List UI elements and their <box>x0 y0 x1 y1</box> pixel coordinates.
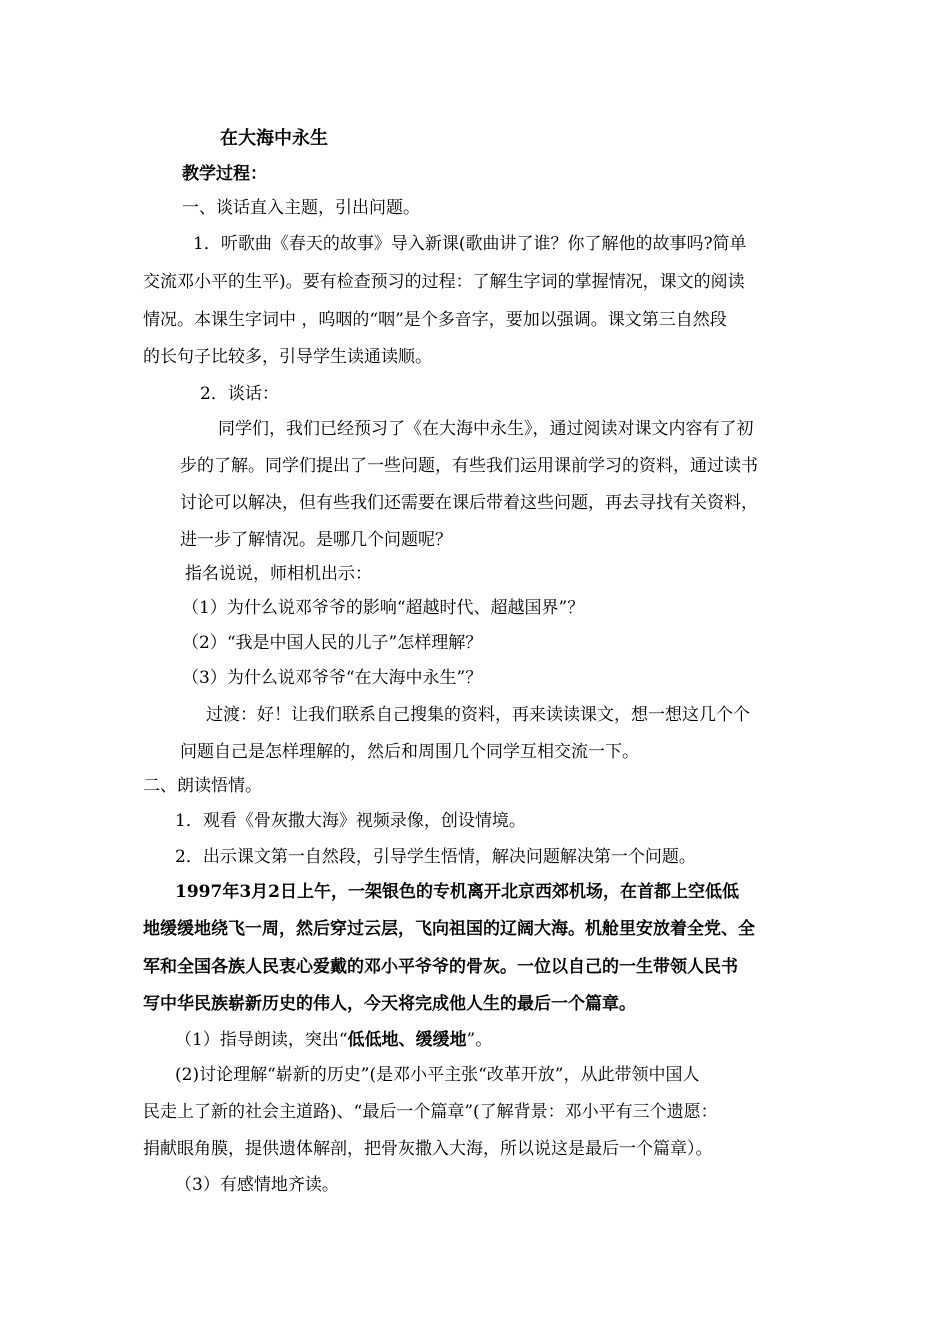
sub-item-1-emphasis: 低低地、缓缓地 <box>347 1030 467 1050</box>
doc-title: 在大海中永生 <box>220 128 328 149</box>
sub-item-1-prefix: （1）指导朗读，突出“ <box>175 1030 348 1050</box>
section2-heading: 二、朗读悟情。 <box>143 776 262 796</box>
section1-item1-line: 1．听歌曲《春天的故事》导入新课(歌曲讲了谁？你了解他的故事吗?简单 <box>193 234 747 254</box>
section2-item1: 1．观看《骨灰撒大海》视频录像，创设情境。 <box>175 811 526 831</box>
sub-item-2-line: 捐献眼角膜，提供遗体解剖，把骨灰撒入大海，所以说这是最后一个篇章）。 <box>143 1139 713 1159</box>
section1-item1-line: 交流邓小平的生平)。要有检查预习的过程：了解生字词的掌握情况，课文的阅读 <box>143 272 745 292</box>
section2-item2: 2．出示课文第一自然段，引导学生悟情，解决问题解决第一个问题。 <box>175 847 696 867</box>
transition-line: 问题自己是怎样理解的，然后和周围几个同学互相交流一下。 <box>180 742 639 762</box>
doc-subtitle: 教学过程： <box>182 164 267 184</box>
transition-line: 过渡：好！让我们联系自己搜集的资料，再来读读课文，想一想这几个个 <box>206 705 750 725</box>
section1-item2-line: 同学们，我们已经预习了《在大海中永生》，通过阅读对课文内容有了初 <box>218 419 754 439</box>
section1-heading: 一、谈话直入主题，引出问题。 <box>182 198 420 218</box>
sub-item-1-suffix: ”。 <box>466 1030 493 1050</box>
quote-line: 军和全国各族人民衷心爱戴的邓小平爷爷的骨灰。一位以自己的一生带领人民书 <box>143 957 738 977</box>
sub-item-1 <box>175 1029 492 1051</box>
section1-item2-line: 步的了解。同学们提出了一些问题，有些我们运用课前学习的资料，通过读书 <box>180 456 758 476</box>
sub-item-3: （3）有感情地齐读。 <box>175 1175 339 1195</box>
sub-item-2-line: (2)讨论理解“崭新的历史”(是邓小平主张“改革开放”，从此带领中国人 <box>175 1065 700 1085</box>
question-item: （1）为什么说邓爷爷的影响“超越时代、超越国界”？ <box>182 598 585 618</box>
section1-item2-line: 讨论可以解决，但有些我们还需要在课后带着这些问题，再去寻找有关资料， <box>180 493 758 513</box>
question-item: （3）为什么说邓爷爷“在大海中永生”？ <box>182 668 483 688</box>
question-item: （2）“我是中国人民的儿子”怎样理解？ <box>182 633 483 653</box>
section1-item2-line: 进一步了解情况。是哪几个问题呢？ <box>180 530 452 550</box>
section1-item1-line: 的长句子比较多，引导学生读通读顺。 <box>143 347 432 367</box>
section1-prompt: 指名说说，师相机出示： <box>185 564 372 584</box>
quote-line: 写中华民族崭新历史的伟人，今天将完成他人生的最后一个篇章。 <box>143 994 636 1014</box>
quote-line: 1997年3月2日上午，一架银色的专机离开北京西郊机场，在首都上空低低 <box>175 882 739 902</box>
section1-item2-label: 2．谈话： <box>200 384 279 404</box>
section1-item1-line: 情况。本课生字词中 ，呜咽的“咽”是个多音字，要加以强调。课文第三自然段 <box>143 310 727 330</box>
sub-item-2-line: 民走上了新的社会主道路)、“最后一个篇章”(了解背景：邓小平有三个遗愿： <box>143 1102 718 1122</box>
quote-line: 地缓缓地绕飞一周，然后穿过云层，飞向祖国的辽阔大海。机舱里安放着全党、全 <box>143 919 755 939</box>
